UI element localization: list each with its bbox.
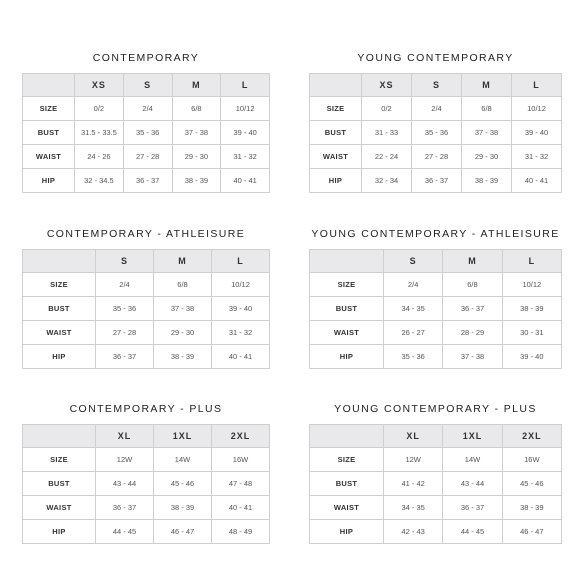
table-row [310,121,562,145]
table-cell: 40 - 41 [212,496,270,520]
table-cell: 37 - 38 [443,345,502,369]
column-header: S [412,74,462,97]
size-table [22,73,270,193]
size-table [309,424,562,544]
corner-cell [310,250,384,273]
column-header: S [96,250,154,273]
table-cell: 0/2 [362,97,412,121]
table-cell: 38 - 39 [172,169,221,193]
row-label: HIP [23,345,96,369]
table-cell: 38 - 39 [154,496,212,520]
table-cell: 39 - 40 [512,121,562,145]
table-cell: 6/8 [462,97,512,121]
row-label: BUST [23,472,96,496]
column-header: 2XL [212,425,270,448]
row-label: BUST [310,472,384,496]
size-table [22,424,270,544]
table-cell: 35 - 36 [96,297,154,321]
corner-cell [23,425,96,448]
table-cell: 36 - 37 [96,496,154,520]
corner-cell [310,425,384,448]
row-label: BUST [310,121,362,145]
table-header-row [310,74,562,97]
column-header: M [154,250,212,273]
size-table [309,73,562,193]
table-row [310,472,562,496]
table-cell: 31.5 - 33.5 [75,121,124,145]
table-cell: 39 - 40 [221,121,270,145]
table-cell: 35 - 36 [123,121,172,145]
column-header: M [172,74,221,97]
table-cell: 14W [154,448,212,472]
table-cell: 10/12 [221,97,270,121]
row-label: WAIST [310,321,384,345]
column-header: XL [384,425,443,448]
table-cell: 16W [212,448,270,472]
table-cell: 45 - 46 [154,472,212,496]
table-row [23,448,270,472]
column-header: 1XL [154,425,212,448]
table-cell: 10/12 [512,97,562,121]
table-cell: 26 - 27 [384,321,443,345]
table-cell: 27 - 28 [96,321,154,345]
table-cell: 46 - 47 [154,520,212,544]
chart-title: CONTEMPORARY - ATHLEISURE [46,228,246,240]
table-row [23,345,270,369]
table-cell: 39 - 40 [212,297,270,321]
table-cell: 40 - 41 [512,169,562,193]
table-header-row [310,425,562,448]
table-cell: 29 - 30 [172,145,221,169]
table-row [310,169,562,193]
row-label: WAIST [310,496,384,520]
table-cell: 38 - 39 [462,169,512,193]
table-cell: 2/4 [96,273,154,297]
size-chart-young-contemporary-plus [309,401,562,544]
table-cell: 38 - 39 [502,297,561,321]
row-label: SIZE [23,97,75,121]
table-cell: 24 - 26 [75,145,124,169]
column-header: M [443,250,502,273]
table-cell: 36 - 37 [443,496,502,520]
row-label: HIP [310,520,384,544]
column-header: S [123,74,172,97]
table-cell: 0/2 [75,97,124,121]
table-cell: 43 - 44 [96,472,154,496]
table-cell: 31 - 32 [512,145,562,169]
column-header: XS [362,74,412,97]
table-row [23,520,270,544]
row-label: WAIST [23,145,75,169]
chart-title: CONTEMPORARY - PLUS [69,403,223,415]
table-cell: 31 - 32 [221,145,270,169]
table-row [23,321,270,345]
chart-title: CONTEMPORARY [92,52,200,64]
table-header-row [23,74,270,97]
row-label: HIP [23,169,75,193]
table-cell: 44 - 45 [96,520,154,544]
column-header: XS [75,74,124,97]
table-cell: 32 - 34 [362,169,412,193]
table-cell: 45 - 46 [502,472,561,496]
size-table [309,249,562,369]
table-cell: 27 - 28 [412,145,462,169]
table-cell: 36 - 37 [96,345,154,369]
size-chart-contemporary [22,50,270,193]
size-table [22,249,270,369]
table-row [310,321,562,345]
table-cell: 12W [96,448,154,472]
table-cell: 42 - 43 [384,520,443,544]
table-cell: 28 - 29 [443,321,502,345]
table-header-row [23,250,270,273]
column-header: 2XL [502,425,561,448]
table-row [310,297,562,321]
table-cell: 38 - 39 [502,496,561,520]
table-cell: 46 - 47 [502,520,561,544]
table-row [23,297,270,321]
table-row [310,345,562,369]
corner-cell [310,74,362,97]
table-cell: 40 - 41 [212,345,270,369]
column-header: L [221,74,270,97]
column-header: 1XL [443,425,502,448]
chart-title: YOUNG CONTEMPORARY - ATHLEISURE [311,228,560,240]
table-header-row [310,250,562,273]
table-cell: 40 - 41 [221,169,270,193]
row-label: BUST [23,121,75,145]
table-row [310,496,562,520]
table-cell: 31 - 33 [362,121,412,145]
table-cell: 31 - 32 [212,321,270,345]
table-cell: 10/12 [502,273,561,297]
table-row [23,97,270,121]
table-cell: 6/8 [154,273,212,297]
table-cell: 48 - 49 [212,520,270,544]
table-cell: 6/8 [443,273,502,297]
table-row [23,472,270,496]
row-label: WAIST [23,496,96,520]
row-label: SIZE [23,273,96,297]
table-cell: 16W [502,448,561,472]
table-cell: 38 - 39 [154,345,212,369]
table-cell: 12W [384,448,443,472]
table-cell: 2/4 [123,97,172,121]
table-cell: 10/12 [212,273,270,297]
table-row [310,448,562,472]
table-cell: 2/4 [384,273,443,297]
corner-cell [23,74,75,97]
row-label: SIZE [310,448,384,472]
size-chart-young-contemporary-athleisure [309,226,562,369]
row-label: SIZE [310,273,384,297]
chart-title: YOUNG CONTEMPORARY - PLUS [334,403,537,415]
column-header: S [384,250,443,273]
table-cell: 29 - 30 [154,321,212,345]
table-cell: 2/4 [412,97,462,121]
table-row [310,273,562,297]
table-cell: 36 - 37 [443,297,502,321]
table-row [310,520,562,544]
chart-title: YOUNG CONTEMPORARY [357,52,514,64]
table-cell: 34 - 35 [384,496,443,520]
corner-cell [23,250,96,273]
table-cell: 43 - 44 [443,472,502,496]
table-cell: 44 - 45 [443,520,502,544]
table-cell: 36 - 37 [412,169,462,193]
table-cell: 37 - 38 [462,121,512,145]
table-cell: 30 - 31 [502,321,561,345]
table-cell: 41 - 42 [384,472,443,496]
row-label: SIZE [310,97,362,121]
table-row [310,97,562,121]
table-cell: 37 - 38 [172,121,221,145]
table-row [23,273,270,297]
column-header: XL [96,425,154,448]
column-header: L [512,74,562,97]
table-cell: 47 - 48 [212,472,270,496]
table-cell: 27 - 28 [123,145,172,169]
table-row [23,496,270,520]
table-cell: 35 - 36 [384,345,443,369]
size-chart-contemporary-athleisure [22,226,270,369]
table-cell: 37 - 38 [154,297,212,321]
table-cell: 36 - 37 [123,169,172,193]
table-cell: 29 - 30 [462,145,512,169]
size-chart-contemporary-plus [22,401,270,544]
row-label: WAIST [23,321,96,345]
row-label: BUST [23,297,96,321]
row-label: WAIST [310,145,362,169]
row-label: HIP [310,169,362,193]
table-cell: 34 - 35 [384,297,443,321]
table-row [23,169,270,193]
row-label: BUST [310,297,384,321]
table-header-row [23,425,270,448]
row-label: SIZE [23,448,96,472]
size-chart-young-contemporary [309,50,562,193]
row-label: HIP [23,520,96,544]
table-cell: 6/8 [172,97,221,121]
column-header: L [502,250,561,273]
row-label: HIP [310,345,384,369]
table-cell: 35 - 36 [412,121,462,145]
column-header: L [212,250,270,273]
column-header: M [462,74,512,97]
table-row [310,145,562,169]
table-cell: 14W [443,448,502,472]
table-row [23,121,270,145]
table-cell: 39 - 40 [502,345,561,369]
table-cell: 32 - 34.5 [75,169,124,193]
table-row [23,145,270,169]
table-cell: 22 - 24 [362,145,412,169]
